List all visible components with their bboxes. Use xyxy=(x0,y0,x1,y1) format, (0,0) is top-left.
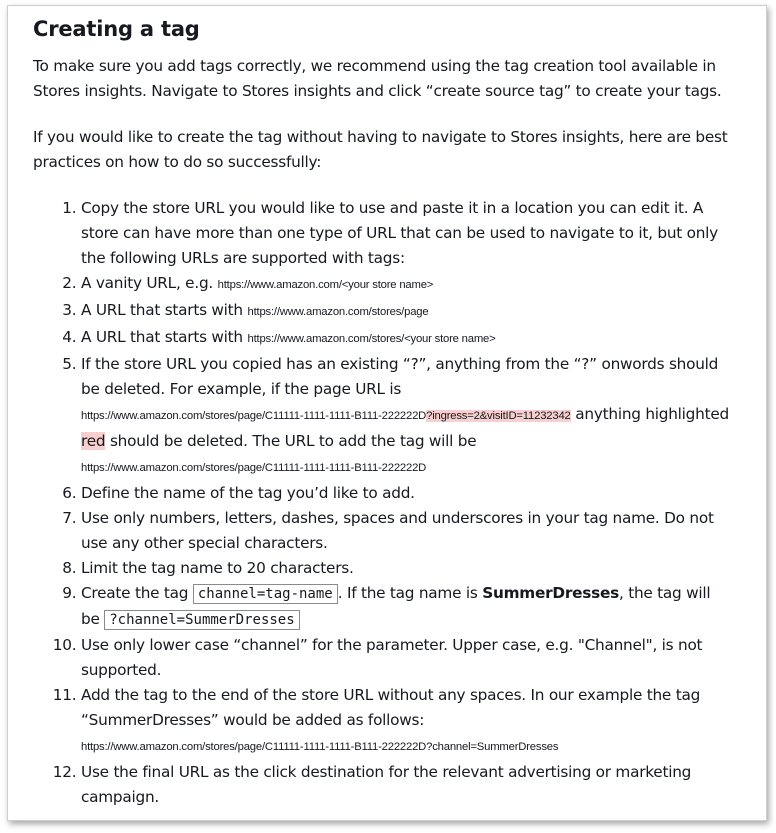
red-highlight-word: red xyxy=(81,432,106,450)
step-9-text-1: Create the tag xyxy=(81,584,193,602)
page-title: Creating a tag xyxy=(33,17,200,41)
example-url-base: https://www.amazon.com/stores/page/C11111-1111-1111-B111-222222D xyxy=(81,410,427,422)
list-item-5 xyxy=(81,352,733,481)
document-panel xyxy=(7,5,767,821)
list-item-9 xyxy=(81,581,733,633)
intro-paragraph-1: To make sure you add tags correctly, we recommend using the tag creation tool available in Stores insights. Navigate to Stores insights and click “create source tag” to create your tags. xyxy=(33,57,722,100)
step-2-text: A vanity URL, e.g. xyxy=(81,274,218,292)
tag-format-code: channel=tag-name xyxy=(193,584,338,604)
list-item-4 xyxy=(81,325,733,352)
step-7-text: Use only numbers, letters, dashes, spaces and underscores in your tag name. Do not use any other special characters. xyxy=(81,509,714,552)
vanity-url: https://www.amazon.com/<your store name> xyxy=(217,279,434,291)
step-6-text: Define the name of the tag you’d like to add. xyxy=(81,484,415,502)
step-3-text: A URL that starts with xyxy=(81,301,248,319)
step-11-text: Add the tag to the end of the store URL without any spaces. In our example the tag “SummerDresses” would be added as follows: xyxy=(81,686,701,729)
example-url-query-highlighted: ?ingress=2&visitID=11232342 xyxy=(426,410,571,422)
final-url-example: https://www.amazon.com/stores/page/C11111-1111-1111-B111-222222D xyxy=(81,462,427,474)
step-9-text-2: . If the tag name is xyxy=(337,584,483,602)
step-12-text: Use the final URL as the click destination for the relevant advertising or marketing campaign. xyxy=(81,763,692,806)
tag-name-example: SummerDresses xyxy=(482,584,619,602)
step-4-text: A URL that starts with xyxy=(81,328,248,346)
intro-paragraph-2: If you would like to create the tag without having to navigate to Stores insights, here are best practices on how to do so successfully: xyxy=(33,128,728,171)
step-1-text: Copy the store URL you would like to use and paste it in a location you can edit it. A store can have more than one type of URL that can be used to navigate to it, but only the following URLs are supported with tags: xyxy=(81,199,718,267)
list-item-7 xyxy=(81,506,733,556)
list-item-12 xyxy=(81,760,733,810)
list-item-1 xyxy=(81,196,733,271)
stores-name-url: https://www.amazon.com/stores/<your store name> xyxy=(247,333,496,345)
list-item-2 xyxy=(81,271,733,298)
step-5-text-3: should be deleted. The URL to add the tag will be xyxy=(105,432,477,450)
step-8-text: Limit the tag name to 20 characters. xyxy=(81,559,354,577)
step-5-text-2: anything highlighted xyxy=(570,405,729,423)
document-content xyxy=(33,14,733,810)
list-item-3 xyxy=(81,298,733,325)
step-10-text: Use only lower case “channel” for the parameter. Upper case, e.g. "Channel", is not supported. xyxy=(81,636,703,679)
steps-list xyxy=(33,196,733,810)
list-item-10 xyxy=(81,633,733,683)
list-item-8 xyxy=(81,556,733,581)
tagged-url-example: https://www.amazon.com/stores/page/C11111-1111-1111-B111-222222D?channel=SummerDresses xyxy=(81,741,559,753)
stores-page-url: https://www.amazon.com/stores/page xyxy=(247,306,429,318)
list-item-6 xyxy=(81,481,733,506)
list-item-11 xyxy=(81,683,733,760)
step-5-text-1: If the store URL you copied has an existing “?”, anything from the “?” onwords should be deleted. For example, if the page URL is xyxy=(81,355,719,398)
step-9-text-3: , the tag will be xyxy=(81,584,711,628)
tag-example-code: ?channel=SummerDresses xyxy=(104,610,299,630)
